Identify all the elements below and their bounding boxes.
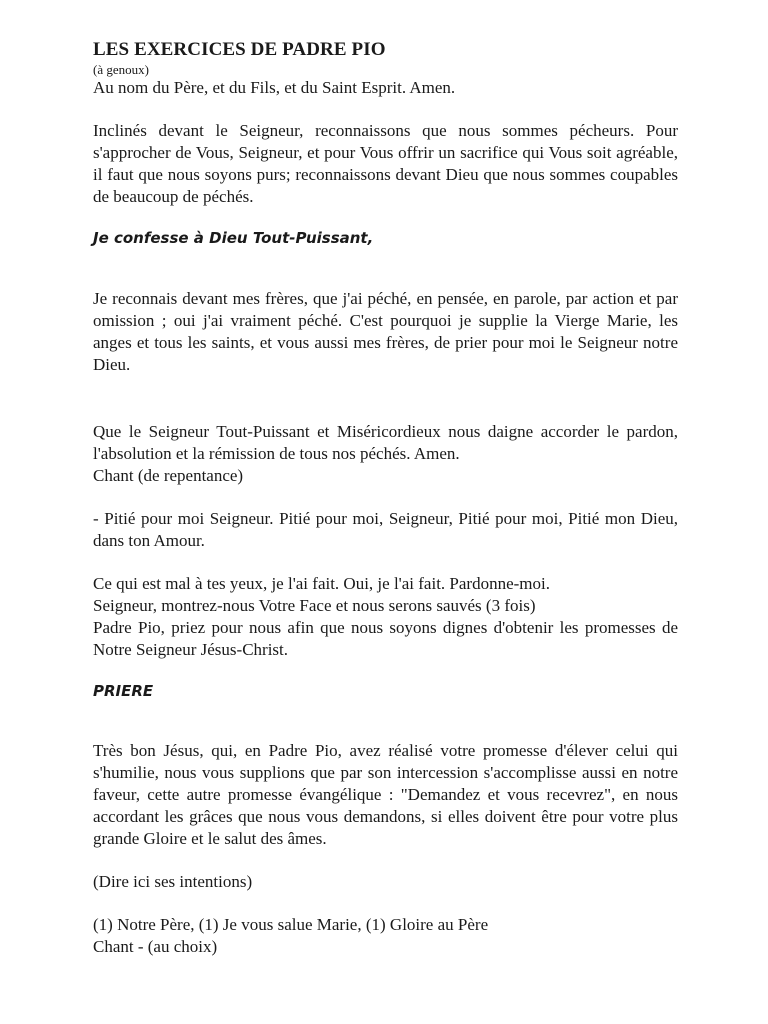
closing-prayers-line: (1) Notre Père, (1) Je vous salue Marie, (1) Gloire au Père (93, 915, 489, 934)
document-page (93, 38, 678, 958)
intentions-line: (Dire ici ses intentions) (93, 872, 253, 891)
confiteor-paragraph: Je reconnais devant mes frères, que j'ai péché, en pensée, en parole, par action et par omission ; oui j'ai vraiment péché. C'est pourquoi je supplie la Vierge Marie, les anges et tous les saints, et vous aussi mes frères, de prier pour moi le Seigneur notre Dieu. (93, 289, 678, 374)
opening-invocation: Au nom du Père, et du Fils, et du Saint Esprit. Amen. (93, 78, 456, 97)
mea-culpa-line-1: Ce qui est mal à tes yeux, je l'ai fait. Oui, je l'ai fait. Pardonne-moi. (93, 574, 550, 593)
document-title: LES EXERCICES DE PADRE PIO (93, 39, 386, 60)
kyrie-paragraph: - Pitié pour moi Seigneur. Pitié pour moi, Seigneur, Pitié pour moi, Pitié mon Dieu, dans ton Amour. (93, 509, 678, 550)
document-subtitle: (à genoux) (93, 62, 149, 77)
prayer-paragraph: Très bon Jésus, qui, en Padre Pio, avez réalisé votre promesse d'élever celui qui s'humilie, nous vous supplions que par son intercession s'accomplisse aussi en notre faveur, cette autre promesse évangélique : "Demandez et vous recevrez", en nous accordant les grâces que nous vous demandons, si elles doivent être pour votre plus grande Gloire et le salut des âmes. (93, 741, 678, 848)
absolution-chant-line: Chant (de repentance) (93, 466, 244, 485)
mea-culpa-line-2: Seigneur, montrez-nous Votre Face et nous serons sauvés (3 fois) (93, 596, 536, 615)
absolution-paragraph: Que le Seigneur Tout-Puissant et Miséricordieux nous daigne accorder le pardon, l'absolution et la rémission de tous nos péchés. Amen. (93, 422, 678, 463)
prayer-heading: PRIERE (93, 682, 154, 700)
confiteor-heading: Je confesse à Dieu Tout-Puissant, (93, 229, 374, 247)
mea-culpa-line-3: Padre Pio, priez pour nous afin que nous soyons dignes d'obtenir les promesses de Notre Seigneur Jésus-Christ. (93, 618, 678, 659)
intro-paragraph: Inclinés devant le Seigneur, reconnaissons que nous sommes pécheurs. Pour s'approcher de Vous, Seigneur, et pour Vous offrir un sacrifice qui Vous soit agréable, il faut que nous soyons purs; reconnaissons devant Dieu que nous sommes coupables de beaucoup de péchés. (93, 121, 678, 206)
closing-chant-line: Chant - (au choix) (93, 937, 218, 956)
